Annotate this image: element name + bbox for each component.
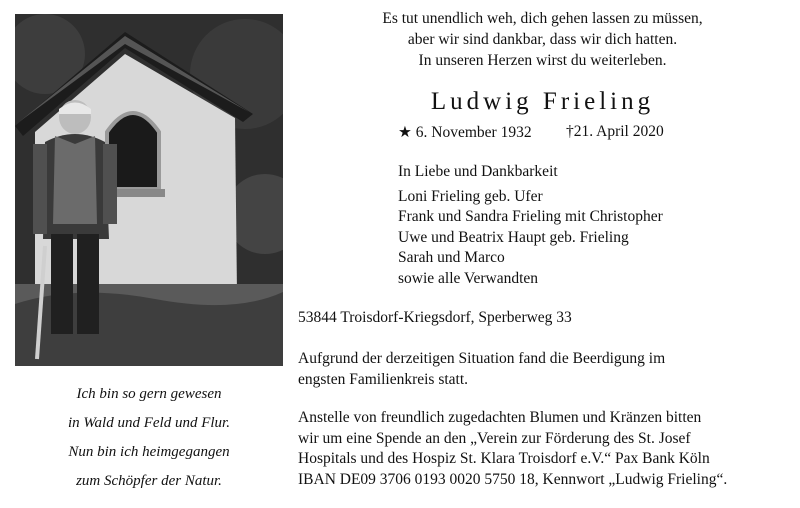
motto-line: aber wir sind dankbar, dass wir dich hatten. [407, 31, 678, 48]
notice-line: Aufgrund der derzeitigen Situation fand die Beerdigung im [298, 350, 666, 367]
poem-line: zum Schöpfer der Natur. [76, 473, 222, 489]
mourner-name: sowie alle Verwandten [398, 269, 539, 287]
donation-request [298, 408, 798, 490]
mourner-name: Loni Frieling geb. Ufer [398, 187, 543, 205]
motto [300, 8, 785, 71]
mourner-name: Uwe und Beatrix Haupt geb. Frieling [398, 228, 629, 246]
funeral-notice [298, 348, 798, 390]
birth-date-text: 6. November 1932 [415, 124, 532, 141]
address: 53844 Troisdorf-Kriegsdorf, Sperberweg 33 [298, 309, 572, 326]
donation-line: wir um eine Spende an den „Verein zur Förderung des St. Josef [298, 429, 691, 447]
mourners-list [398, 162, 663, 289]
star-icon: ★ [398, 124, 412, 141]
donation-line: IBAN DE09 3706 0193 0020 5750 18, Kennwort „Ludwig Frieling“. [298, 470, 728, 488]
donation-line: Hospitals und des Hospiz St. Klara Troisdorf e.V.“ Pax Bank Köln [298, 450, 710, 467]
birth-date [398, 123, 532, 142]
cross-icon: † [566, 123, 574, 140]
mourner-name: Sarah und Marco [398, 249, 505, 266]
deceased-name: Ludwig Frieling [430, 88, 655, 115]
portrait-photo [15, 14, 283, 366]
donation-line: Anstelle von freundlich zugedachten Blumen und Kränzen bitten [298, 409, 702, 426]
notice-line: engsten Familienkreis statt. [298, 371, 469, 388]
motto-line: In unseren Herzen wirst du weiterleben. [418, 52, 667, 69]
death-date-text: 21. April 2020 [573, 123, 664, 140]
poem-line: in Wald und Feld und Flur. [68, 415, 230, 431]
poem [15, 380, 283, 496]
poem-line: Nun bin ich heimgegangen [68, 444, 230, 460]
death-date [566, 123, 664, 141]
motto-line: Es tut unendlich weh, dich gehen lassen zu müssen, [382, 10, 703, 27]
photo-illustration [15, 14, 283, 366]
mourner-name: Frank und Sandra Frieling mit Christopher [398, 208, 663, 225]
poem-line: Ich bin so gern gewesen [76, 386, 222, 402]
mourners-intro: In Liebe und Dankbarkeit [398, 163, 558, 180]
